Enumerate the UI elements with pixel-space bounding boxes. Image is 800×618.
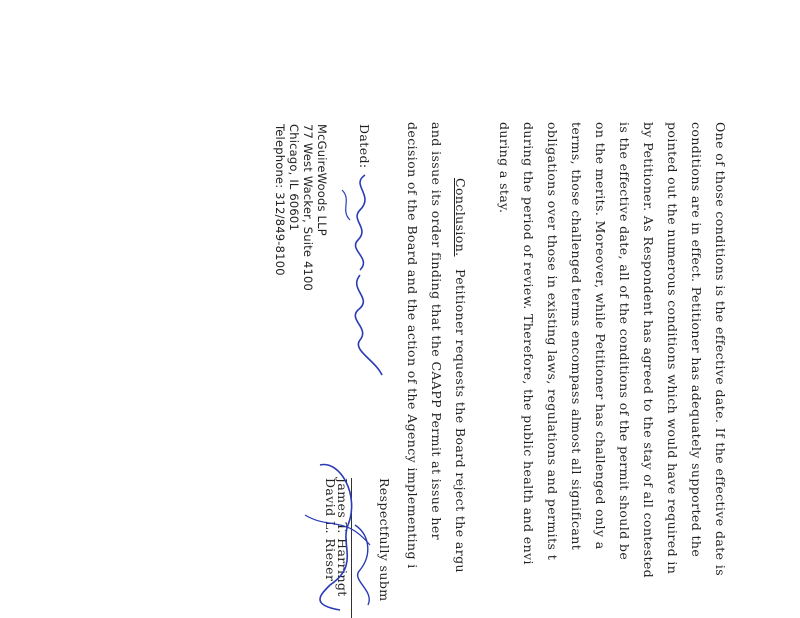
body-line: during the period of review. Therefore, the public health and envi bbox=[521, 122, 536, 565]
closing-text: Respectfully subm bbox=[377, 478, 392, 602]
firm-telephone: Telephone: 312/849-8100 bbox=[273, 124, 287, 276]
body-line: conditions are in effect. Petitioner has adequately supported the bbox=[689, 122, 704, 558]
firm-address: 77 West Wacker, Suite 4100 bbox=[301, 124, 315, 292]
body-line: during a stay. bbox=[497, 122, 512, 214]
signer-name: James T. Harringt bbox=[335, 478, 350, 597]
conclusion-line: Petitioner requests the Board reject the argu bbox=[453, 269, 468, 573]
firm-name: McGuireWoods LLP bbox=[315, 124, 329, 236]
body-line: obligations over those in existing laws, regulations and permits t bbox=[545, 122, 560, 561]
handwritten-signature bbox=[300, 455, 390, 615]
dated-label: Dated: bbox=[357, 124, 372, 169]
conclusion-line: decision of the Board and the action of the Agency implementing i bbox=[405, 122, 420, 569]
signer-name: David L. Rieser bbox=[323, 478, 338, 582]
body-line: is the effective date, all of the conditions of the permit should be bbox=[617, 122, 632, 561]
body-line: on the merits. Moreover, while Petitioner has challenged only a bbox=[593, 122, 608, 550]
handwritten-date bbox=[330, 170, 390, 380]
conclusion-line: and issue its order finding that the CAAPP Permit at issue her bbox=[429, 122, 444, 541]
firm-address: Chicago, IL 60601 bbox=[287, 124, 301, 231]
body-line: One of those conditions is the effective date. If the effective date is bbox=[713, 122, 728, 577]
body-line: pointed out the numerous conditions which would have required in bbox=[665, 122, 680, 575]
body-line: terms, those challenged terms encompass almost all significant bbox=[569, 122, 584, 551]
body-line: by Petitioner. As Respondent has agreed to the stay of all contested bbox=[641, 122, 656, 579]
conclusion-heading: Conclusion. bbox=[453, 178, 468, 257]
